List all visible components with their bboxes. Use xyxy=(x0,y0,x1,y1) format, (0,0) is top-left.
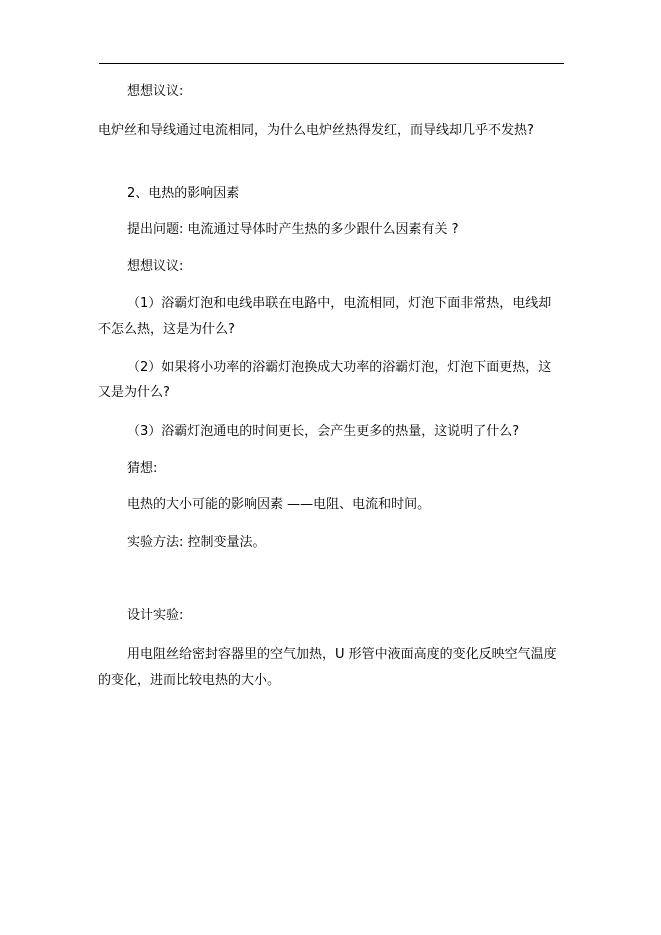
p2-heading: 想想议议: xyxy=(127,259,184,274)
design-line2: 的变化，进而比较电热的大小。 xyxy=(98,673,281,688)
guess-body: 电热的大小可能的影响因素 ——电阻、电流和时间。 xyxy=(127,497,431,512)
method: 实验方法: 控制变量法。 xyxy=(127,535,266,550)
item1-line2: 不怎么热，这是为什么? xyxy=(98,322,235,337)
p1-body: 电炉丝和导线通过电流相同，为什么电炉丝热得发红，而导线却几乎不发热? xyxy=(98,123,534,138)
item1-line1: （1）浴霸灯泡和电线串联在电路中，电流相同，灯泡下面非常热，电线却 xyxy=(127,296,552,311)
item3: （3）浴霸灯泡通电的时间更长，会产生更多的热量，这说明了什么? xyxy=(127,424,520,439)
design-heading: 设计实验: xyxy=(127,608,184,623)
header-rule xyxy=(99,63,564,64)
item2-line2: 又是为什么? xyxy=(98,385,170,400)
p1-heading: 想想议议: xyxy=(127,84,184,99)
guess-heading: 猜想: xyxy=(127,461,158,476)
design-line1: 用电阻丝给密封容器里的空气加热，U 形管中液面高度的变化反映空气温度 xyxy=(127,647,557,662)
item2-line1: （2）如果将小功率的浴霸灯泡换成大功率的浴霸灯泡，灯泡下面更热，这 xyxy=(127,360,552,375)
section-title: 2、电热的影响因素 xyxy=(127,186,240,201)
question: 提出问题: 电流通过导体时产生热的多少跟什么因素有关 ? xyxy=(127,222,459,237)
